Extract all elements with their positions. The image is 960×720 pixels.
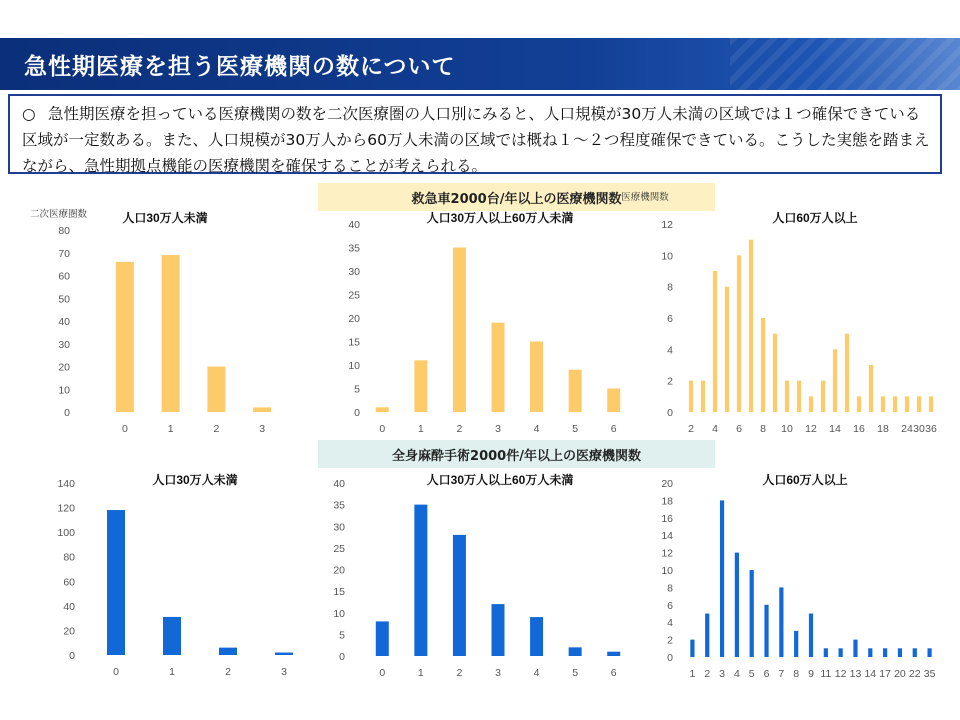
- x-tick-label: 24: [901, 423, 913, 435]
- bar-3: [253, 407, 271, 412]
- x-tick-label: 20: [894, 668, 906, 680]
- bar-2: [689, 381, 693, 412]
- y-tick-label: 14: [661, 530, 673, 543]
- y-tick-label: 5: [339, 629, 345, 642]
- x-tick-label: 17: [879, 668, 891, 680]
- bar-35: [927, 648, 931, 657]
- y-tick-label: 16: [661, 512, 673, 525]
- bar-20: [898, 648, 902, 657]
- bar-2: [705, 614, 709, 658]
- x-axis-label: 医療機関数: [621, 192, 669, 203]
- x-tick-label: 0: [379, 667, 386, 679]
- y-tick-label: 80: [63, 551, 75, 564]
- bar-4: [530, 617, 543, 656]
- x-tick-label: 1: [167, 423, 174, 435]
- chart-ambulance-under-300k: [0, 200, 320, 450]
- x-tick-label: 8: [793, 668, 800, 680]
- y-tick-label: 80: [58, 225, 70, 237]
- bar-5: [750, 570, 754, 657]
- x-tick-label: 1: [169, 666, 175, 678]
- y-tick-label: 70: [58, 247, 70, 260]
- bar-22: [913, 648, 917, 657]
- bar-2: [207, 367, 225, 413]
- summary-text: 急性期医療を担っている医療機関の数を二次医療圏の人口別にみると、人口規模が30万人未満の区域では１つ確保できている区域が一定数ある。また、人口規模が30万人から60万人未満の区域では概ね１～２つ程度確保できている。こうした実態を踏まえながら、急性期拠点機能の医療機関を確保することが考えられる。: [22, 105, 930, 175]
- y-tick-label: 140: [57, 478, 75, 490]
- x-tick-label: 12: [834, 668, 847, 680]
- chart-title: 人口30万人未満: [122, 211, 208, 225]
- x-tick-label: 7: [778, 668, 785, 680]
- bar-12: [839, 648, 843, 657]
- chart-title: 人口30万人以上60万人未満: [426, 211, 574, 225]
- bar-9: [773, 334, 777, 412]
- bar-0: [376, 621, 389, 656]
- y-tick-label: 20: [333, 564, 345, 577]
- bar-17: [883, 648, 887, 657]
- y-tick-label: 8: [667, 582, 673, 595]
- bar-30: [917, 396, 921, 412]
- y-tick-label: 5: [354, 383, 360, 396]
- y-tick-label: 25: [333, 542, 345, 555]
- y-tick-label: 4: [667, 344, 673, 357]
- y-tick-label: 20: [661, 478, 673, 490]
- bar-6: [737, 255, 741, 412]
- section-title-anesthesia: 全身麻酔手術2000件/年以上の医療機関数: [318, 440, 715, 468]
- bar-2: [453, 535, 466, 656]
- bar-3: [701, 381, 705, 412]
- x-tick-label: 4: [533, 667, 540, 679]
- bar-8: [794, 631, 798, 657]
- y-tick-label: 0: [667, 652, 673, 664]
- y-tick-label: 0: [667, 407, 673, 419]
- summary-bullet: ○: [22, 105, 36, 123]
- y-tick-label: 6: [667, 313, 673, 325]
- chart-anesthesia-under-300k: [0, 465, 320, 690]
- bar-6: [764, 605, 768, 657]
- y-tick-label: 20: [348, 313, 360, 325]
- y-tick-label: 40: [348, 219, 360, 231]
- bar-8: [761, 318, 765, 412]
- bar-1: [414, 360, 427, 412]
- x-tick-label: 11: [820, 668, 832, 680]
- bar-6: [607, 652, 620, 656]
- x-tick-label: 18: [877, 423, 889, 435]
- x-tick-label: 2: [688, 423, 694, 435]
- y-tick-label: 120: [57, 502, 75, 515]
- bar-0: [116, 262, 134, 412]
- title-bar-decoration: [730, 38, 960, 90]
- x-tick-label: 3: [495, 667, 501, 679]
- y-tick-label: 6: [667, 599, 673, 612]
- y-tick-label: 10: [661, 565, 673, 577]
- x-tick-label: 6: [610, 667, 617, 679]
- bar-5: [569, 370, 582, 412]
- x-tick-label: 8: [760, 423, 766, 435]
- y-tick-label: 20: [63, 625, 75, 638]
- x-tick-label: 2: [704, 668, 711, 680]
- y-tick-label: 30: [348, 266, 360, 278]
- x-tick-label: 4: [533, 423, 540, 435]
- x-tick-label: 2: [456, 423, 463, 435]
- x-tick-label: 6: [610, 423, 617, 435]
- x-tick-label: 2: [456, 667, 463, 679]
- chart-ambulance-300k-600k: [330, 200, 640, 450]
- bar-5: [569, 647, 582, 656]
- bar-7: [749, 240, 753, 412]
- x-tick-label: 3: [719, 668, 725, 680]
- x-tick-label: 2: [213, 423, 220, 435]
- bar-4: [713, 271, 717, 412]
- section-title-ambulance: 救急車2000台/年以上の医療機関数: [318, 183, 715, 211]
- bar-13: [853, 640, 857, 657]
- y-tick-label: 25: [348, 289, 360, 302]
- x-tick-label: 0: [379, 423, 386, 435]
- bar-3: [720, 500, 724, 657]
- bar-0: [376, 407, 389, 412]
- bar-3: [492, 604, 505, 656]
- bar-1: [163, 617, 181, 655]
- x-tick-label: 6: [763, 668, 770, 680]
- x-tick-label: 30: [913, 423, 925, 435]
- chart-title: 人口60万人以上: [772, 211, 858, 225]
- x-tick-label: 22: [908, 668, 921, 680]
- x-tick-label: 14: [829, 423, 841, 435]
- bar-1: [162, 255, 180, 412]
- y-tick-label: 100: [57, 527, 75, 540]
- chart-title: 人口30万人以上60万人未満: [426, 473, 574, 487]
- y-tick-label: 0: [64, 407, 70, 419]
- y-tick-label: 20: [58, 361, 70, 374]
- chart-anesthesia-300k-600k: [330, 465, 640, 690]
- y-tick-label: 8: [667, 281, 673, 294]
- bar-14: [868, 648, 872, 657]
- x-tick-label: 1: [417, 667, 424, 679]
- chart-ambulance-over-600k: [621, 192, 945, 450]
- y-tick-label: 10: [661, 250, 673, 263]
- bar-19: [893, 396, 897, 412]
- x-tick-label: 2: [225, 666, 231, 678]
- bar-18: [881, 396, 885, 412]
- y-tick-label: 0: [69, 650, 75, 662]
- x-tick-label: 3: [281, 666, 287, 678]
- x-tick-label: 3: [495, 423, 501, 435]
- bar-10: [785, 381, 789, 412]
- bar-16: [857, 396, 861, 412]
- x-tick-label: 13: [849, 668, 862, 680]
- bar-4: [530, 342, 543, 413]
- x-tick-label: 6: [736, 423, 742, 435]
- bar-1: [690, 640, 694, 657]
- bar-6: [607, 389, 620, 413]
- y-tick-label: 10: [348, 360, 360, 372]
- x-tick-label: 10: [781, 423, 793, 435]
- x-tick-label: 5: [572, 667, 579, 679]
- bar-12: [809, 396, 813, 412]
- bar-36: [929, 396, 933, 412]
- y-tick-label: 0: [354, 407, 360, 419]
- bar-14: [833, 349, 837, 412]
- y-tick-label: 12: [661, 219, 673, 231]
- x-tick-label: 4: [712, 423, 718, 435]
- bar-5: [725, 287, 729, 412]
- bar-11: [797, 381, 801, 412]
- y-tick-label: 10: [58, 384, 70, 397]
- y-tick-label: 2: [667, 634, 673, 647]
- chart-anesthesia-over-600k: [645, 465, 945, 690]
- y-tick-label: 4: [667, 617, 673, 630]
- bar-3: [275, 653, 293, 655]
- bar-17: [869, 365, 873, 412]
- x-tick-label: 1: [689, 668, 696, 680]
- x-tick-label: 12: [805, 423, 817, 435]
- y-tick-label: 10: [333, 607, 345, 620]
- x-tick-label: 0: [121, 423, 128, 435]
- bar-7: [779, 587, 783, 657]
- y-tick-label: 40: [333, 478, 345, 490]
- x-tick-label: 3: [259, 423, 266, 435]
- bar-9: [809, 614, 813, 658]
- chart-title: 人口60万人以上: [762, 473, 848, 487]
- y-tick-label: 35: [333, 499, 345, 512]
- y-tick-label: 40: [58, 316, 70, 328]
- y-tick-label: 60: [63, 576, 75, 589]
- bar-1: [414, 505, 427, 656]
- y-axis-label: 二次医療圏数: [30, 209, 88, 220]
- y-tick-label: 30: [333, 521, 345, 534]
- x-tick-label: 4: [733, 668, 740, 680]
- title-bar: [0, 38, 960, 90]
- y-tick-label: 12: [661, 547, 673, 560]
- x-tick-label: 0: [113, 666, 119, 678]
- x-tick-label: 9: [808, 668, 814, 680]
- y-tick-label: 40: [63, 600, 75, 613]
- chart-title: 人口30万人未満: [152, 473, 238, 487]
- bar-4: [735, 553, 739, 657]
- y-tick-label: 30: [58, 338, 70, 351]
- y-tick-label: 50: [58, 293, 70, 306]
- y-tick-label: 15: [348, 336, 360, 349]
- page-title: 急性期医療を担う医療機関の数について: [24, 54, 456, 80]
- bar-2: [219, 648, 237, 655]
- x-tick-label: 35: [923, 668, 936, 680]
- x-tick-label: 5: [748, 668, 755, 680]
- y-tick-label: 35: [348, 242, 360, 255]
- x-tick-label: 36: [925, 423, 937, 435]
- y-tick-label: 60: [58, 270, 70, 283]
- bar-13: [821, 381, 825, 412]
- y-tick-label: 18: [661, 495, 673, 508]
- bar-3: [492, 323, 505, 412]
- bar-2: [453, 248, 466, 413]
- x-tick-label: 16: [853, 423, 865, 435]
- bar-15: [845, 334, 849, 412]
- x-tick-label: 5: [572, 423, 579, 435]
- x-tick-label: 14: [864, 668, 877, 680]
- bar-24: [905, 396, 909, 412]
- bar-11: [824, 648, 828, 657]
- bar-0: [107, 510, 125, 655]
- y-tick-label: 15: [333, 586, 345, 599]
- y-tick-label: 0: [339, 651, 345, 663]
- y-tick-label: 2: [667, 375, 673, 388]
- x-tick-label: 1: [417, 423, 424, 435]
- summary-box: [8, 94, 942, 174]
